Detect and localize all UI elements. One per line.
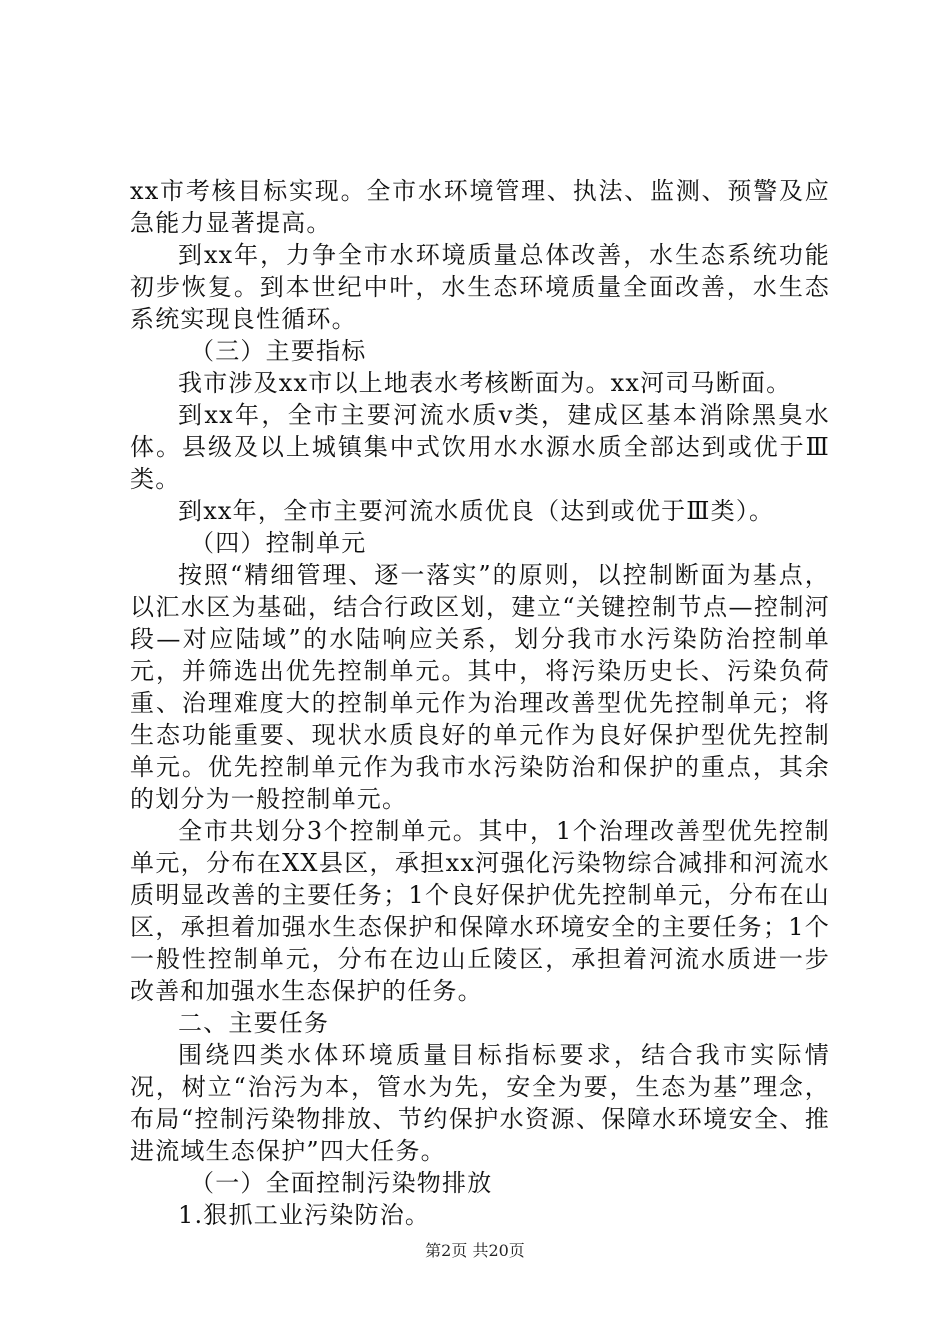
section-heading-pollution-control: （一）全面控制污染物排放 — [190, 1169, 493, 1197]
document-body — [130, 175, 830, 1231]
section-heading-control-units: （四）控制单元 — [190, 529, 367, 557]
paragraph-6: 按照“精细管理、逐一落实”的原则，以控制断面为基点，以汇水区为基础，结合行政区划，建立“关键控制节点—控制河段—对应陆域”的水陆响应关系，划分我市水污染防治控制单元，并筛选出优先控制单元。其中，将污染历史长、污染负荷重、治理难度大的控制单元作为治理改善型优先控制单元；将生态功能重要、现状水质良好的单元作为良好保护型优先控制单元。优先控制单元作为我市水污染防治和保护的重点，其余的划分为一般控制单元。 — [130, 561, 830, 813]
section-heading-main-indicators: （三）主要指标 — [190, 337, 367, 365]
paragraph-8: 围绕四类水体环境质量目标指标要求，结合我市实际情况，树立“治污为本，管水为先，安全为要，生态为基”理念，布局“控制污染物排放、节约保护水资源、保障水环境安全、推进流域生态保护”四大任务。 — [130, 1041, 830, 1165]
section-heading-main-tasks: 二、主要任务 — [178, 1009, 330, 1037]
paragraph-2: 到xx年，力争全市水环境质量总体改善，水生态系统功能初步恢复。到本世纪中叶，水生态环境质量全面改善，水生态系统实现良性循环。 — [130, 241, 830, 333]
paragraph-5: 到xx年，全市主要河流水质优良（达到或优于Ⅲ类）。 — [178, 497, 775, 525]
paragraph-9: 1.狠抓工业污染防治。 — [178, 1201, 431, 1229]
paragraph-1: xx市考核目标实现。全市水环境管理、执法、监测、预警及应急能力显著提高。 — [130, 177, 830, 237]
paragraph-7: 全市共划分3个控制单元。其中，1个治理改善型优先控制单元，分布在XX县区，承担xx河强化污染物综合减排和河流水质明显改善的主要任务；1个良好保护优先控制单元，分布在山区，承担着加强水生态保护和保障水环境安全的主要任务；1个一般性控制单元，分布在边山丘陵区，承担着河流水质进一步改善和加强水生态保护的任务。 — [130, 817, 830, 1005]
page-footer: 第2页 共20页 — [425, 1241, 525, 1260]
paragraph-3: 我市涉及xx市以上地表水考核断面为。xx河司马断面。 — [178, 369, 792, 397]
paragraph-4: 到xx年，全市主要河流水质v类，建成区基本消除黑臭水体。县级及以上城镇集中式饮用水水源水质全部达到或优于Ⅲ类。 — [130, 401, 830, 493]
